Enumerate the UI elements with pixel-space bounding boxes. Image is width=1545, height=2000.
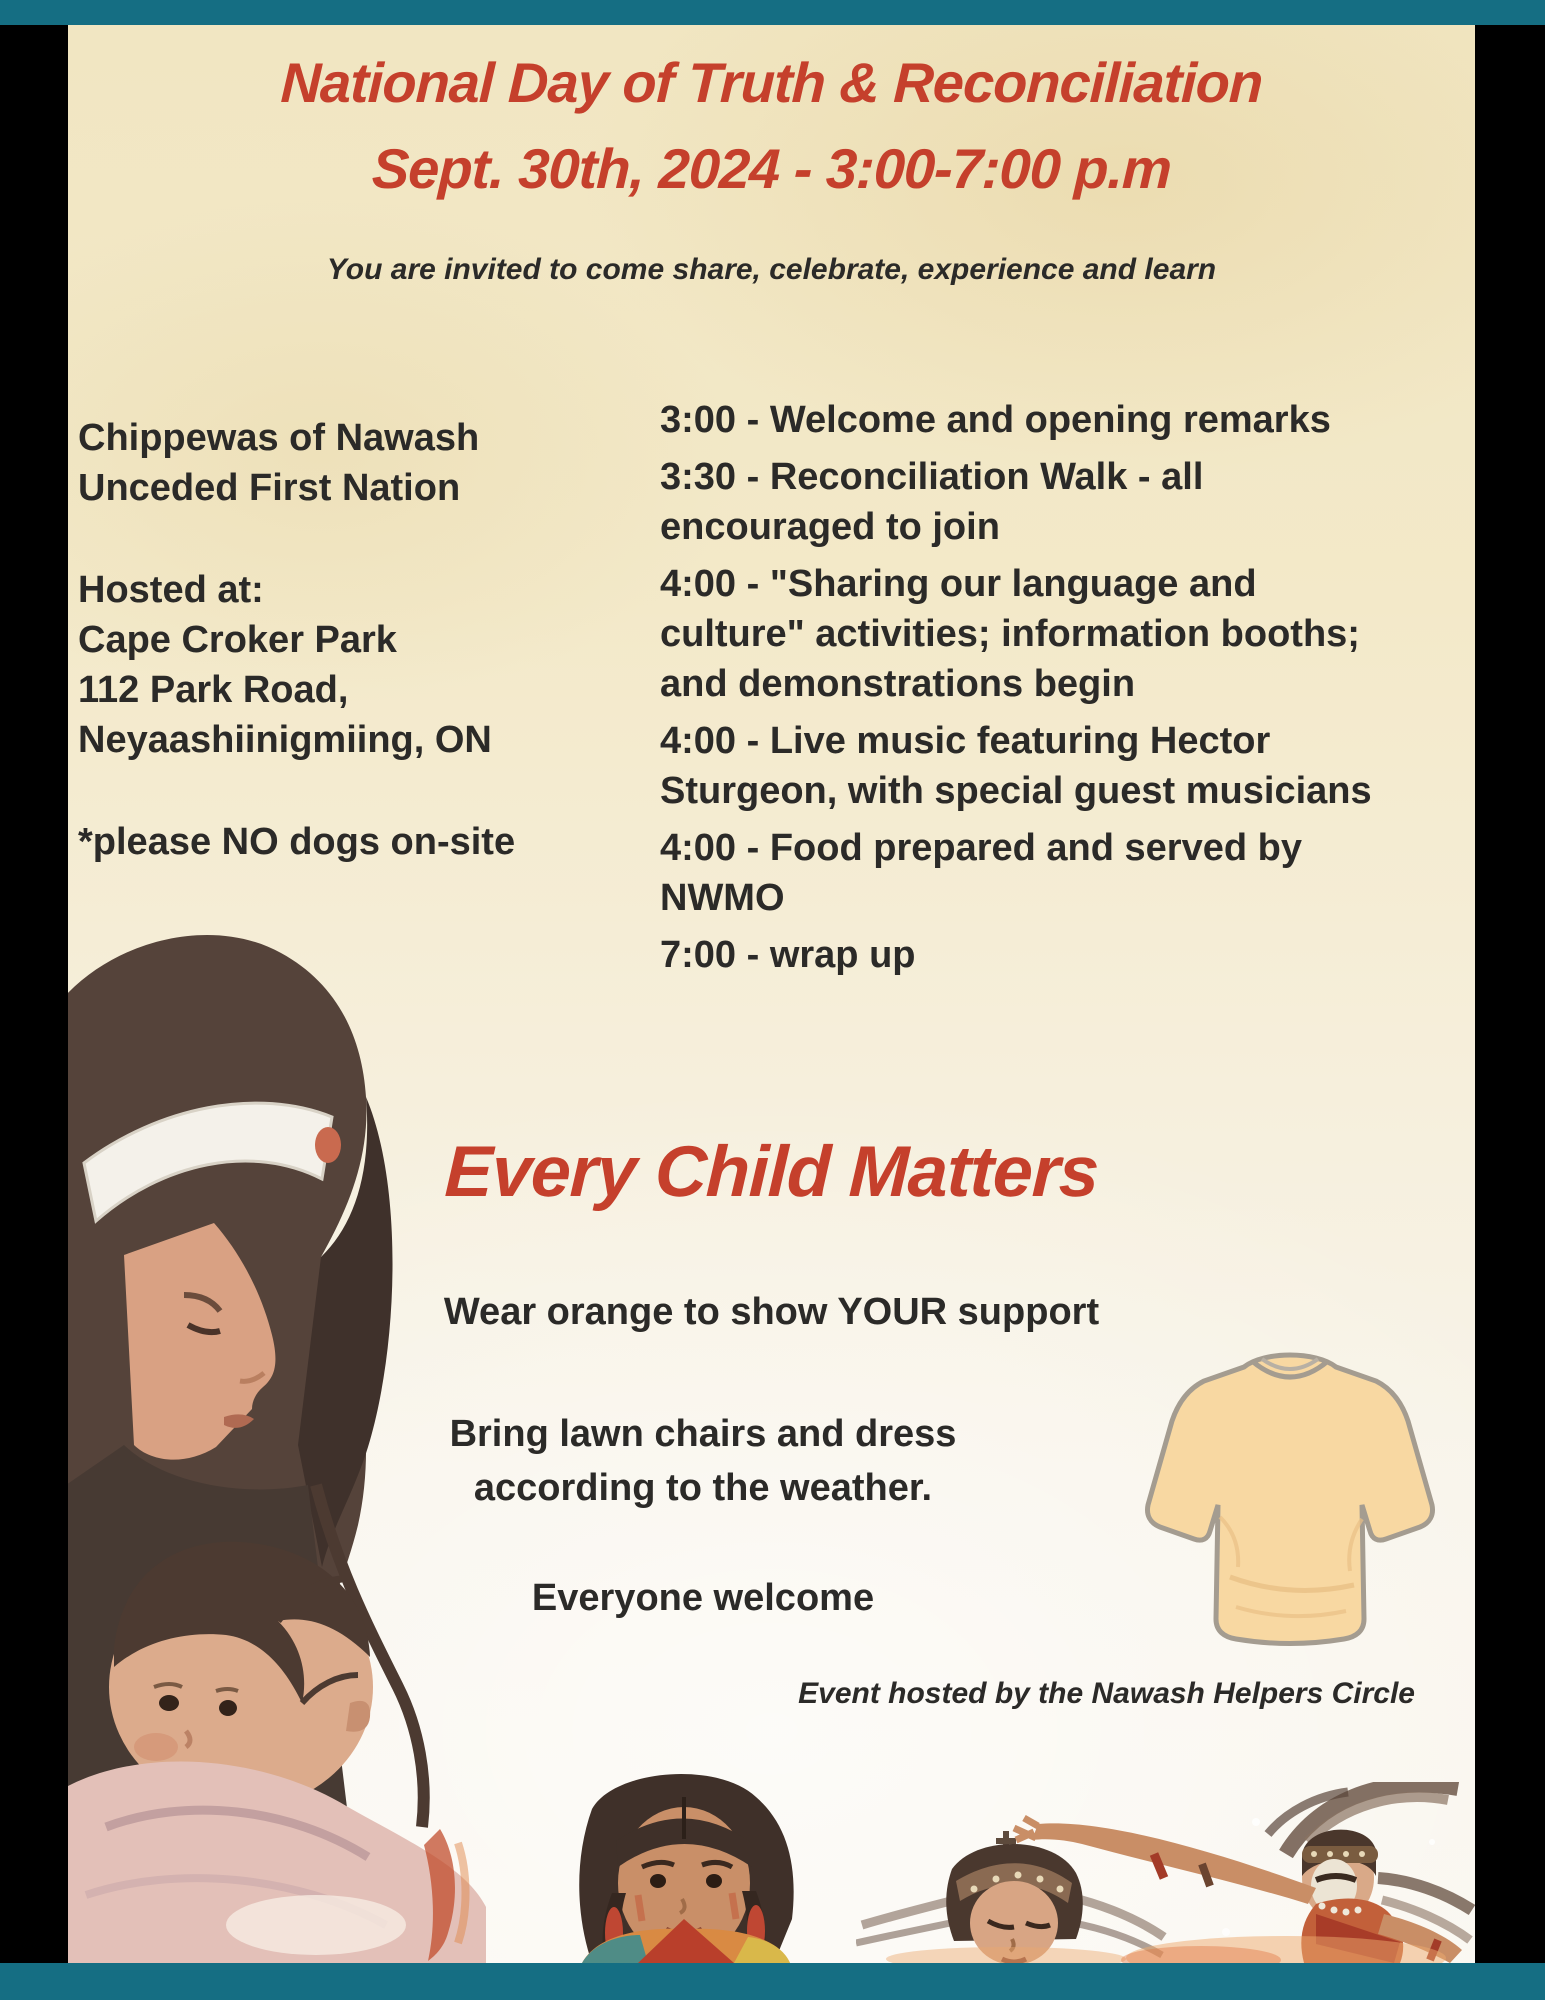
schedule-line: 3:30 - Reconciliation Walk - all: [660, 456, 1204, 498]
schedule-item: [660, 930, 1460, 980]
schedule-item: [660, 716, 1460, 816]
schedule-line: 7:00 - wrap up: [660, 934, 916, 976]
hand: [1014, 1818, 1038, 1840]
every-child-matters-heading: Every Child Matters: [443, 1132, 1100, 1212]
orange-tshirt-graphic: [1140, 1337, 1440, 1647]
outstretched-arm: [1032, 1823, 1316, 1904]
everyone-welcome-line: Everyone welcome: [531, 1577, 875, 1619]
hosted-at-label: Hosted at:: [78, 569, 264, 611]
schedule-line: NWMO: [660, 877, 785, 919]
watercolor-dancer: [986, 1782, 1475, 1963]
wear-orange-line: Wear orange to show YOUR support: [443, 1291, 1100, 1333]
watercolor-splash: [398, 1823, 488, 1963]
poster-title-line1: National Day of Truth & Reconciliation: [279, 51, 1264, 114]
city-province: Neyaashiinigmiing, ON: [78, 719, 492, 761]
venue-name: Cape Croker Park: [78, 619, 397, 661]
watercolor-child-portrait: [496, 1767, 888, 1963]
schedule-item: [660, 823, 1460, 923]
bring-line: Bring lawn chairs and dress: [449, 1413, 957, 1455]
event-poster: [68, 25, 1475, 1963]
top-teal-border: [0, 0, 1545, 25]
schedule-column: [660, 395, 1460, 987]
schedule-line: 4:00 - "Sharing our language and: [660, 563, 1257, 605]
organization-name: [78, 413, 618, 513]
street-address: 112 Park Road,: [78, 669, 349, 711]
tshirt-body: [1148, 1355, 1433, 1644]
child-eye: [650, 1874, 666, 1888]
baby-eye: [159, 1695, 179, 1711]
no-dogs-note: *please NO dogs on-site: [78, 821, 516, 863]
venue-address: [78, 565, 618, 765]
org-line: Chippewas of Nawash: [78, 417, 480, 459]
baby-eye: [219, 1700, 237, 1716]
schedule-line: culture" activities; information booths;: [660, 613, 1360, 655]
org-line: Unceded First Nation: [78, 467, 461, 509]
watercolor-mother-and-baby: [68, 925, 486, 1963]
hosted-by-credit: Event hosted by the Nawash Helpers Circle: [798, 1677, 1415, 1710]
poster-title-line2: Sept. 30th, 2024 - 3:00-7:00 p.m: [370, 137, 1173, 200]
schedule-item: [660, 559, 1460, 709]
schedule-item: [660, 452, 1460, 552]
schedule-line: encouraged to join: [660, 506, 1000, 548]
bring-line: according to the weather.: [473, 1467, 933, 1509]
schedule-line: 4:00 - Live music featuring Hector: [660, 720, 1271, 762]
bottom-teal-border: [0, 1963, 1545, 2000]
schedule-line: Sturgeon, with special guest musicians: [660, 770, 1372, 812]
schedule-item: [660, 395, 1460, 445]
schedule-line: 3:00 - Welcome and opening remarks: [660, 399, 1331, 441]
schedule-line: and demonstrations begin: [660, 663, 1136, 705]
invitation-subtitle: You are invited to come share, celebrate, experience and learn: [326, 253, 1217, 286]
host-info-column: [78, 413, 618, 867]
schedule-line: 4:00 - Food prepared and served by: [660, 827, 1302, 869]
child-eye: [706, 1874, 722, 1888]
